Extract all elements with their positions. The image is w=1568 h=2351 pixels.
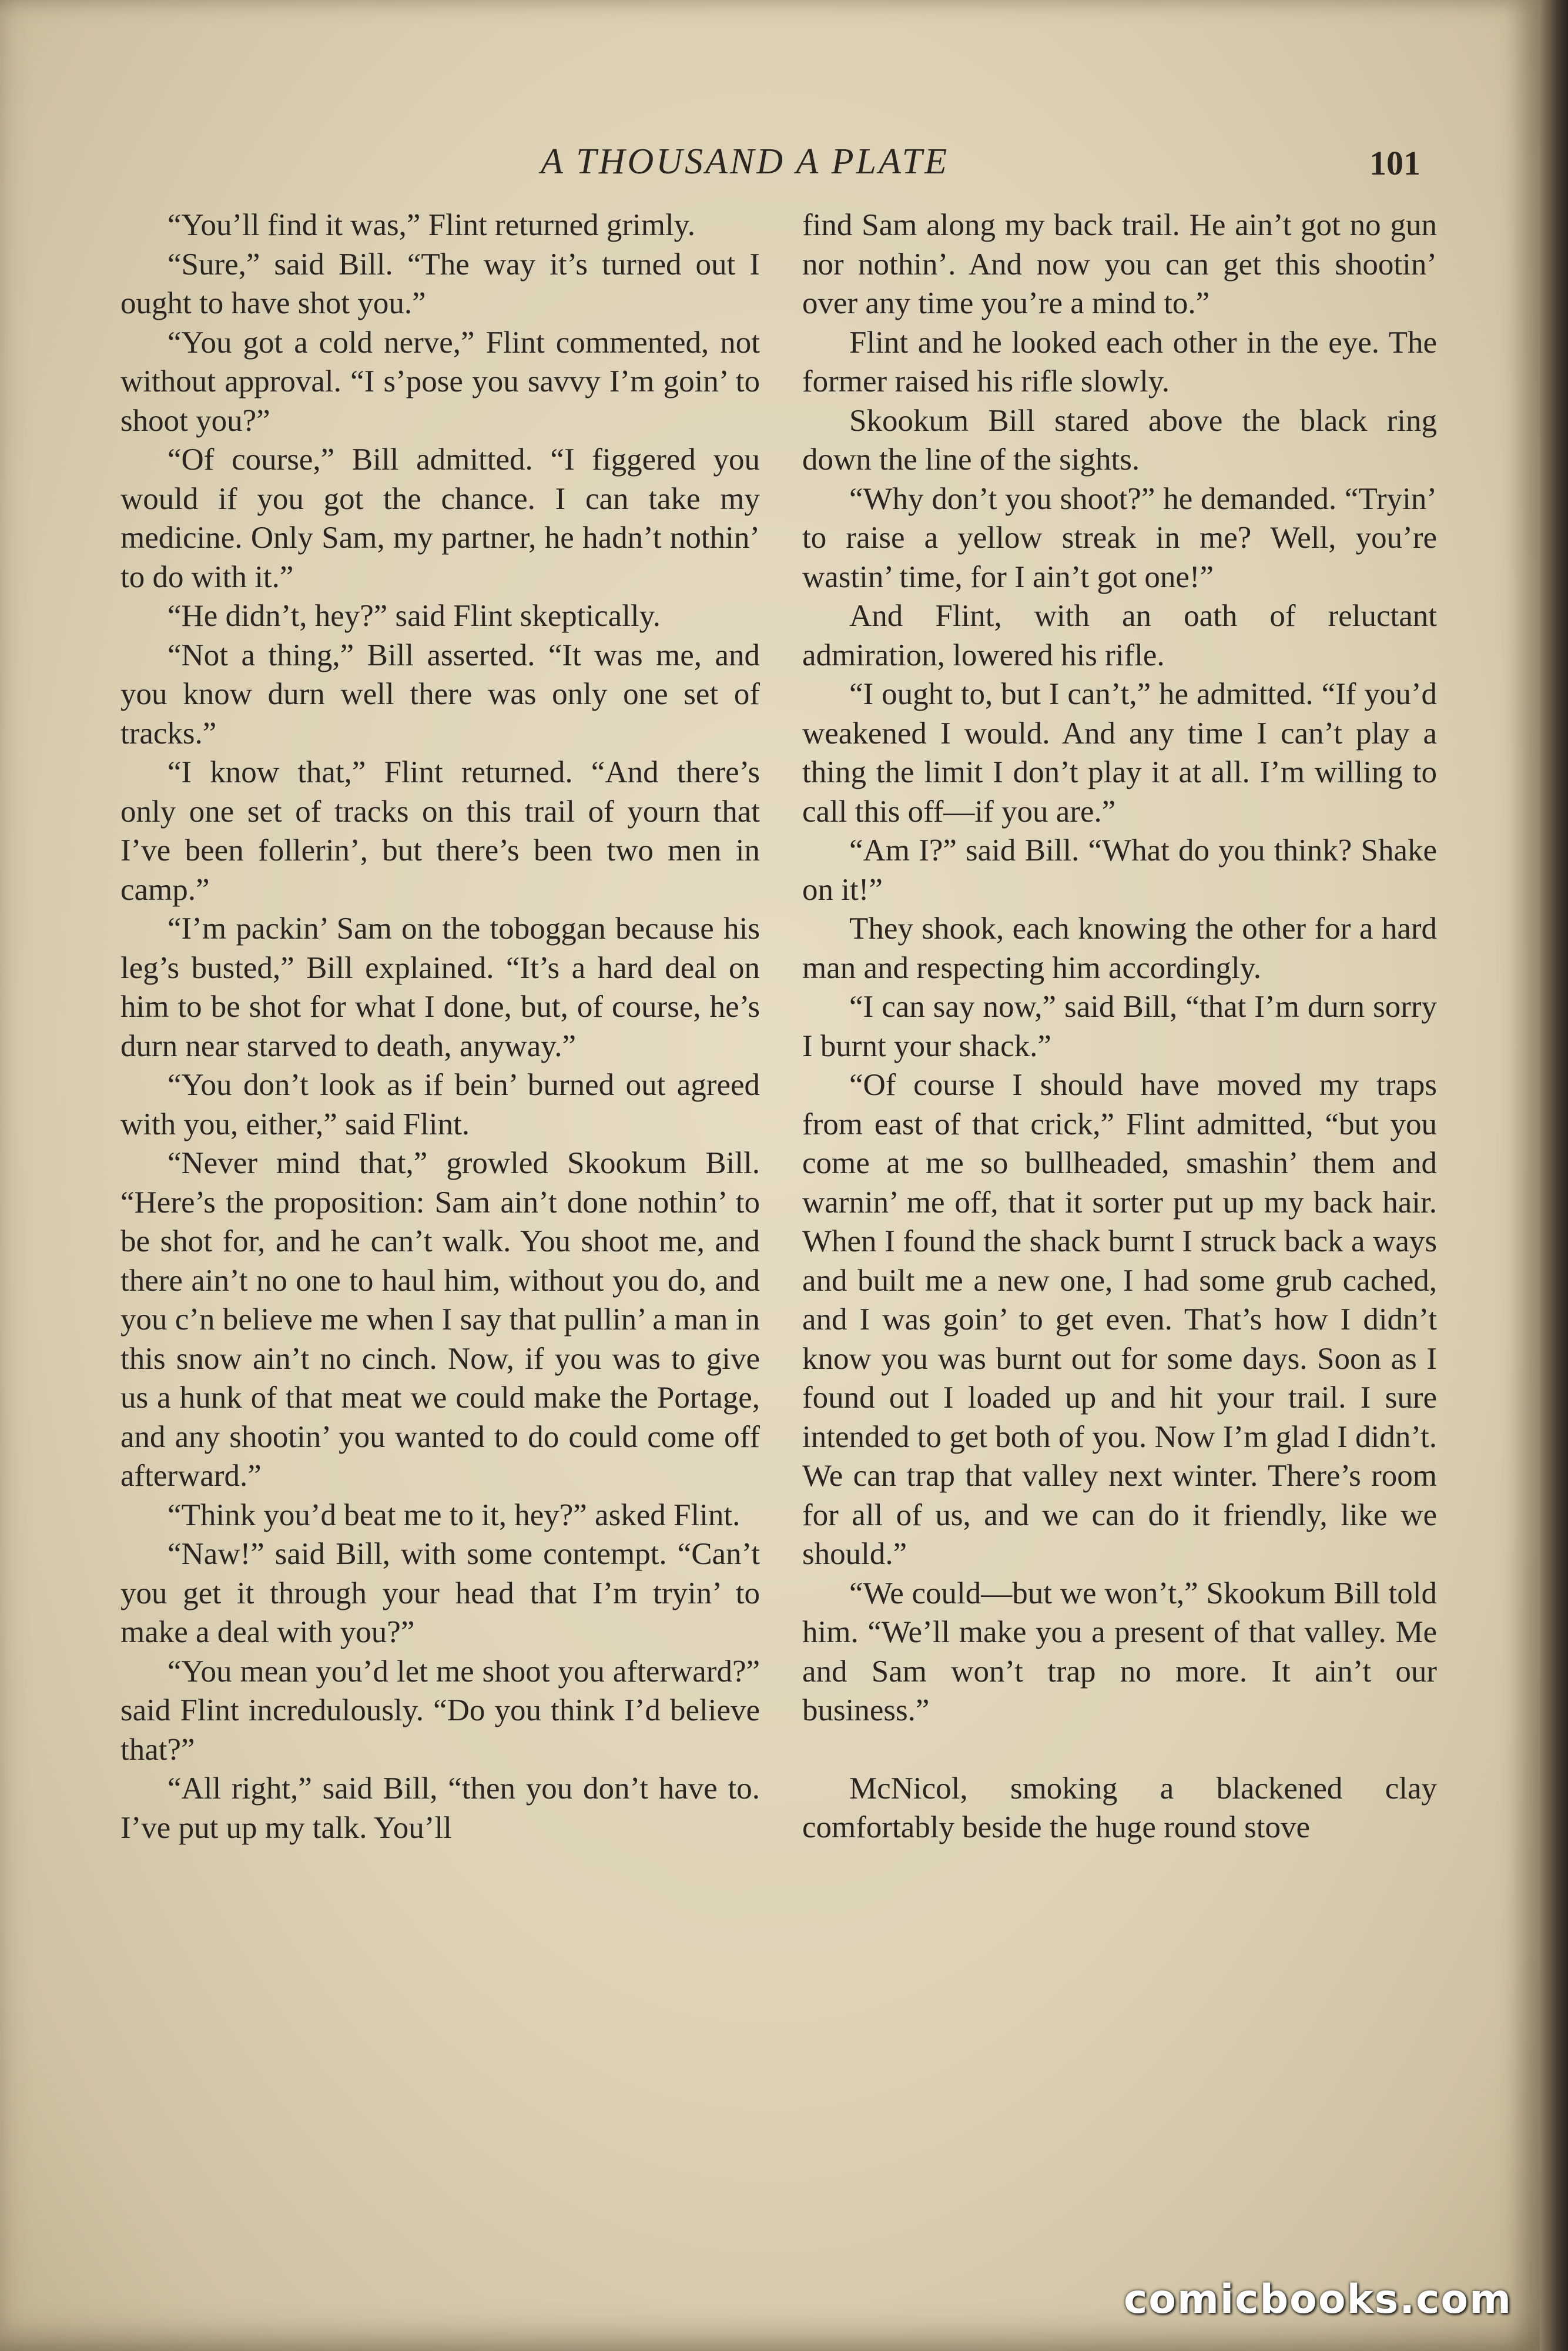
paragraph: McNicol, smoking a blackened clay comfortably beside the huge round stove — [802, 1771, 1437, 1844]
paragraph: “Of course I should have moved my traps from east of that crick,” Flint admitted, “but you come at me so bullheaded, smashin’ them and warnin’ me off, that it sorter put up my back hair. When I found the shack burnt I struck back a ways and built me a new one, I had some grub cached, and I was goin’ to get even. That’s how I didn’t know you was burnt out for some days. Soon as I found out I loaded up and hit your trail. I sure intended to get both of you. Now I’m glad I didn’t. We can trap that valley next winter. There’s room for all of us, and we can do it friendly, like we should.” — [802, 1068, 1437, 1571]
paragraph: And Flint, with an oath of reluctant admiration, lowered his rifle. — [802, 599, 1437, 672]
paragraph: “Why don’t you shoot?” he demanded. “Tryin’ to raise a yellow streak in me? Well, you’re wastin’ time, for I ain’t got one!” — [802, 481, 1437, 594]
paragraph: “You got a cold nerve,” Flint commented, not without approval. “I s’pose you savvy I’m goin’ to shoot you?” — [120, 325, 760, 438]
paragraph: They shook, each knowing the other for a hard man and respecting him accordingly. — [802, 912, 1437, 985]
book-spine-edge — [1540, 0, 1568, 2351]
left-text-column — [120, 206, 760, 1847]
paragraph: “Am I?” said Bill. “What do you think? Shake on it!” — [802, 833, 1437, 907]
right-text-column — [802, 206, 1437, 1847]
paragraph: Flint and he looked each other in the eye. The former raised his rifle slowly. — [802, 325, 1437, 398]
page-number: 101 — [1369, 144, 1420, 182]
paragraph: “We could—but we won’t,” Skookum Bill told him. “We’ll make you a present of that valley. Me and Sam won’t trap no more. It ain’t our business.” — [802, 1576, 1437, 1727]
paragraph: “Never mind that,” growled Skookum Bill. “Here’s the proposition: Sam ain’t done nothin’ to be shot for, and he can’t walk. You shoot me, and there ain’t no one to haul him, without you do, and you c’n believe me when I say that pullin’ a man in this snow ain’t no cinch. Now, if you was to give us a hunk of that meat we could make the Portage, and any shootin’ you wanted to do could come off afterward.” — [120, 1146, 760, 1493]
paragraph: “You don’t look as if bein’ burned out agreed with you, either,” said Flint. — [120, 1068, 760, 1141]
paragraph: “You mean you’d let me shoot you afterward?” said Flint incredulously. “Do you think I’d believe that?” — [120, 1654, 760, 1767]
page-title: A THOUSAND A PLATE — [541, 142, 949, 182]
site-watermark: comicbooks.com — [1123, 2276, 1512, 2323]
paragraph: “You’ll find it was,” Flint returned grimly. — [167, 208, 695, 242]
paragraph: “All right,” said Bill, “then you don’t have to. I’ve put up my talk. You’ll — [120, 1771, 760, 1845]
paragraph: “Of course,” Bill admitted. “I figgered you would if you got the chance. I can take my medicine. Only Sam, my partner, he hadn’t nothin’ to do with it.” — [120, 443, 760, 594]
paragraph: “Not a thing,” Bill asserted. “It was me, and you know durn well there was only one set of tracks.” — [120, 638, 760, 751]
paragraph-continued: find Sam along my back trail. He ain’t got no gun nor nothin’. And now you can get this shootin’ over any time you’re a mind to.” — [802, 208, 1437, 320]
paragraph: “I ought to, but I can’t,” he admitted. “If you’d weakened I would. And any time I can’t play a thing the limit I don’t play it at all. I’m willing to call this off—if you are.” — [802, 677, 1437, 829]
paragraph: “Sure,” said Bill. “The way it’s turned out I ought to have shot you.” — [120, 247, 760, 320]
paragraph: “I can say now,” said Bill, “that I’m durn sorry I burnt your shack.” — [802, 990, 1437, 1063]
paragraph: Skookum Bill stared above the black ring down the line of the sights. — [802, 403, 1437, 477]
paragraph: “He didn’t, hey?” said Flint skeptically. — [167, 599, 661, 633]
paragraph: “I know that,” Flint returned. “And there’s only one set of tracks on this trail of yourn that I’ve been follerin’, but there’s been two men in camp.” — [120, 755, 760, 907]
running-header — [0, 141, 1540, 188]
paragraph: “Naw!” said Bill, with some contempt. “Can’t you get it through your head that I’m tryin’ to make a deal with you?” — [120, 1537, 760, 1649]
paragraph: “Think you’d beat me to it, hey?” asked Flint. — [167, 1498, 741, 1532]
paragraph: “I’m packin’ Sam on the toboggan because his leg’s busted,” Bill explained. “It’s a hard deal on him to be shot for what I done, but, of course, he’s durn near starved to death, anyway.” — [120, 912, 760, 1063]
